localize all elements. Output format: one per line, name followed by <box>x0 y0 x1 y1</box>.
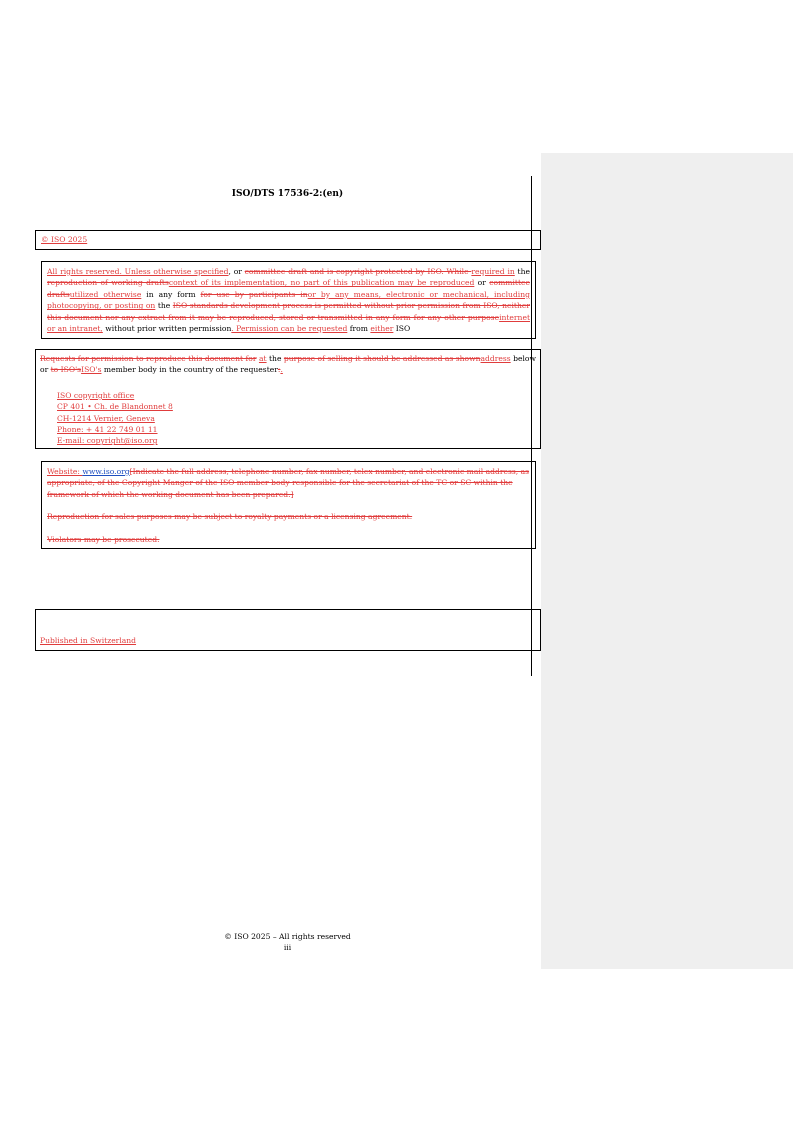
address-line-3: CH-1214 Vernier, Geneva <box>57 413 155 423</box>
requests-text-4: member body in the country of the requester <box>101 365 278 375</box>
requests-ins-4: . <box>280 365 283 375</box>
rights-ins-5: or by any means, electronic or mechanical, including photocopying, or posting on <box>47 289 530 311</box>
reproduction-paragraph <box>47 511 530 522</box>
rights-del-4: for use by participants in <box>200 289 308 299</box>
rights-ins-3: context of its implementation, no part of this publication may be reproduced <box>168 278 475 288</box>
rights-text-7: from <box>347 324 371 334</box>
rights-ins-8: either <box>370 324 394 334</box>
address-line-2: CP 401 • Ch. de Blandonnet 8 <box>57 402 173 412</box>
rights-ins-7: . Permission can be requested <box>231 324 348 334</box>
rights-text-1: , or <box>228 267 245 276</box>
violators-paragraph <box>47 534 530 545</box>
requests-del-3: to ISO's <box>50 365 82 375</box>
rights-del-1: committee draft and is copyright-protected by ISO. While <box>244 267 472 276</box>
document-title: ISO/DTS 17536-2:(en) <box>231 189 344 199</box>
footer-copyright: © ISO 2025 – All rights reserved <box>224 932 351 941</box>
address-line-5: E-mail: copyright@iso.org <box>57 436 158 446</box>
rights-box <box>41 261 536 339</box>
requests-ins-3: ISO's <box>81 365 102 375</box>
rights-text-6: without prior written permission <box>102 324 232 334</box>
address-line-4: Phone: + 41 22 749 01 11 <box>57 424 158 434</box>
rights-ins-1: All rights reserved. Unless otherwise specified <box>47 267 229 276</box>
rights-del-3: committee drafts <box>47 278 530 299</box>
requests-text-3: below or <box>40 354 536 375</box>
published-box <box>35 609 541 651</box>
rights-del-2: reproduction of working drafts <box>47 278 169 288</box>
requests-text-2: the <box>266 354 284 363</box>
rights-ins-4: utilized otherwise <box>69 289 142 299</box>
rights-text-3: or <box>474 278 490 288</box>
requests-ins-2: address <box>480 354 511 363</box>
copyright-box <box>35 230 541 250</box>
requests-del-1: Requests for permission to reproduce this document for <box>40 354 257 363</box>
rights-text-4: in any form <box>141 289 201 299</box>
rights-ins-2: required in <box>471 267 515 276</box>
comment-pane <box>541 153 793 969</box>
reproduction-text: Reproduction for sales purposes may be subject to royalty payments or a licensing agreement. <box>47 512 413 522</box>
address-line-1: ISO copyright office <box>57 391 135 400</box>
rights-ins-6: internet or an intranet, <box>47 312 530 334</box>
website-label: Website: <box>47 467 83 476</box>
address-block <box>57 390 173 446</box>
rights-del-5: ISO standards development process is permitted without prior permission from ISO, neither this document nor any extract from it may be reproduced, stored or transmitted in any form for any other purpose <box>47 301 531 322</box>
rights-text-5: the <box>155 301 173 311</box>
page-footer <box>0 932 575 953</box>
website-box <box>41 461 536 549</box>
violators-text: Violators may be prosecuted. <box>47 534 160 544</box>
website-deleted-text: [Indicate the full address, telephone number, fax number, telex number, and electronic mail address, as appropriate, of the Copyright Manger of the ISO member body responsible for the secretariat of the TC or SC within the framework of which the working document has been prepared.] <box>47 467 530 499</box>
requests-ins-1: at <box>258 354 267 363</box>
published-text: Published in Switzerland <box>40 636 137 645</box>
rights-text-8: ISO <box>393 324 411 334</box>
copyright-line: © ISO 2025 <box>41 235 88 244</box>
page-number: iii <box>283 942 292 952</box>
requests-del-4: : <box>277 365 281 375</box>
website-link[interactable]: www.iso.org <box>82 467 130 476</box>
website-paragraph <box>47 466 530 500</box>
requests-del-2: purpose of selling it should be addressed as shown <box>283 354 481 363</box>
rights-text-2: the <box>514 267 530 276</box>
